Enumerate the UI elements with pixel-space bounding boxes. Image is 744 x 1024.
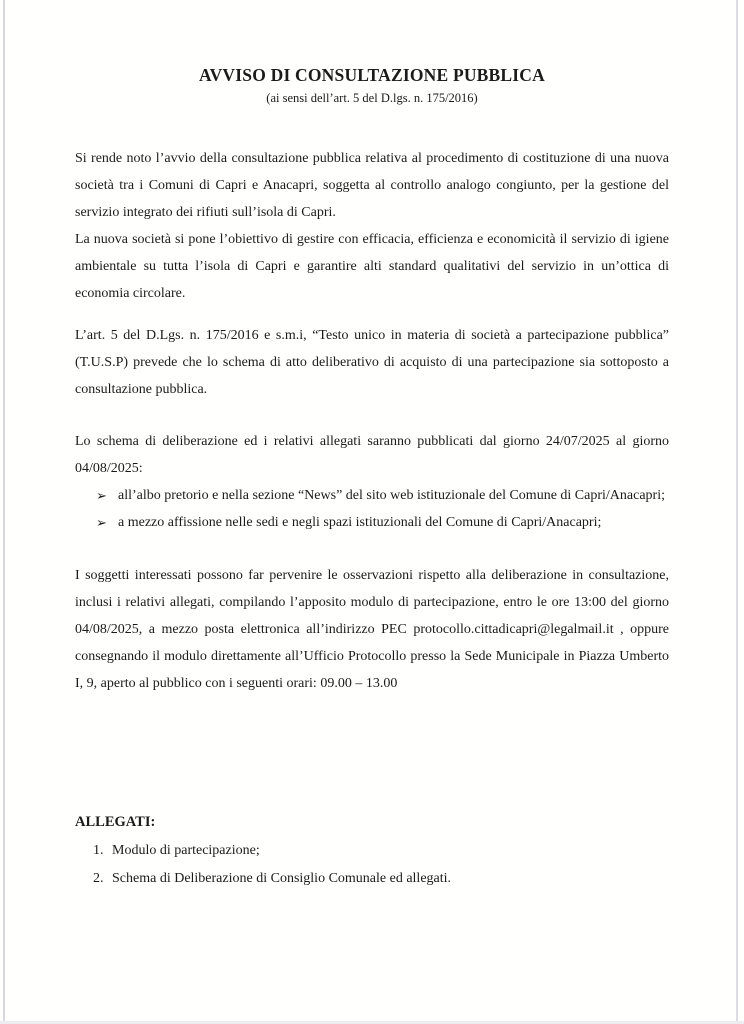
attachments-list xyxy=(75,837,669,892)
list-item-text: a mezzo affissione nelle sedi e negli spazi istituzionali del Comune di Capri/Anacapri; xyxy=(118,515,602,530)
list-item-text: all’albo pretorio e nella sezione “News” del sito web istituzionale del Comune di Capri/Anacapri; xyxy=(118,488,665,503)
list-item-number: 1. xyxy=(93,843,104,858)
document-subtitle: (ai sensi dell’art. 5 del D.lgs. n. 175/2016) xyxy=(266,91,478,105)
document-title: AVVISO DI CONSULTAZIONE PUBBLICA xyxy=(199,65,545,85)
list-item xyxy=(75,482,669,509)
arrow-bullet-icon: ➢ xyxy=(96,515,107,530)
list-item xyxy=(75,865,669,893)
list-item xyxy=(75,837,669,865)
list-item-number: 2. xyxy=(93,870,104,886)
list-item-text: Modulo di partecipazione; xyxy=(112,843,260,858)
document-content xyxy=(75,0,669,892)
paragraph-objective: La nuova società si pone l’obiettivo di gestire con efficacia, efficienza e economicità il servizio di igiene ambientale su tutta l’isola di Capri e garantire alti standard qualitativi del servizio in un’ottica di economia circolare. xyxy=(75,232,669,301)
page-edge-left xyxy=(3,0,5,1024)
page-edge-right xyxy=(736,0,738,1024)
list-item xyxy=(75,509,669,536)
list-item-text: Schema di Deliberazione di Consiglio Comunale ed allegati. xyxy=(112,870,452,886)
attachments-heading: ALLEGATI: xyxy=(75,814,156,830)
publication-locations-list xyxy=(75,482,669,536)
paragraph-law-reference: L’art. 5 del D.Lgs. n. 175/2016 e s.m.i, “Testo unico in materia di società a partecipazione pubblica” (T.U.S.P) prevede che lo schema di atto deliberativo di acquisto di una partecipazione sia sottoposto a consultazione pubblica. xyxy=(75,328,669,397)
arrow-bullet-icon: ➢ xyxy=(96,488,107,503)
paragraph-publication-dates: Lo schema di deliberazione ed i relativi allegati saranno pubblicati dal giorno 24/07/2025 al giorno 04/08/2025: xyxy=(75,434,669,476)
paragraph-observations-instructions: I soggetti interessati possono far pervenire le osservazioni rispetto alla deliberazione in consultazione, inclusi i relativi allegati, compilando l’apposito modulo di partecipazione, entro le ore 13:00 del giorno 04/08/2025, a mezzo posta elettronica all’indirizzo PEC protocollo.cittadicapri@legalmail.it , oppure consegnando il modulo direttamente all’Ufficio Protocollo presso la Sede Municipale in Piazza Umberto I, 9, aperto al pubblico con i seguenti orari: 09.00 – 13.00 xyxy=(75,568,669,691)
paragraph-intro: Si rende noto l’avvio della consultazione pubblica relativa al procedimento di costituzione di una nuova società tra i Comuni di Capri e Anacapri, soggetta al controllo analogo congiunto, per la gestione del servizio integrato dei rifiuti sull’isola di Capri. xyxy=(75,151,669,220)
